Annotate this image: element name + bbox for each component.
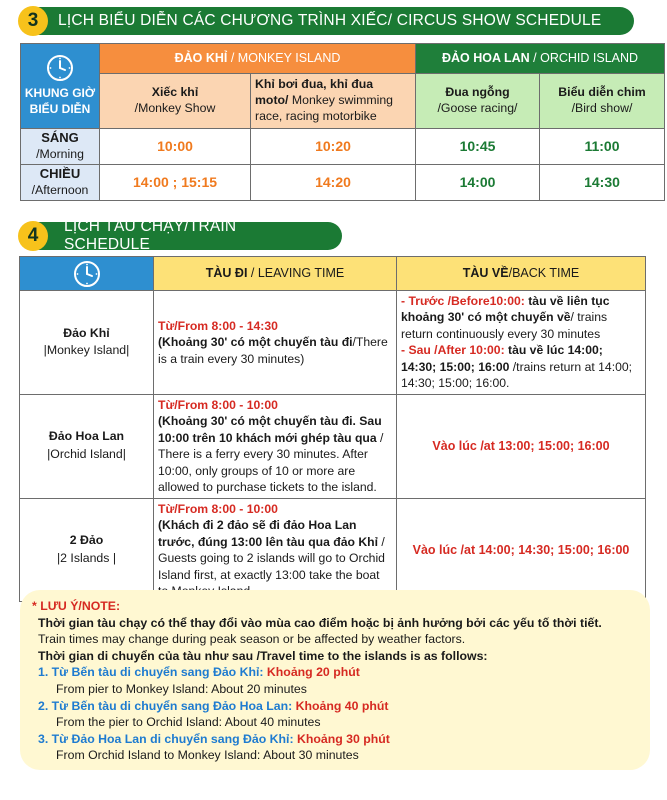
time-cell: 10:45 — [416, 129, 540, 165]
leaving-time-header: TÀU ĐI / LEAVING TIME — [154, 257, 397, 291]
leaving-monkey-island: Từ/From 8:00 - 14:30 (Khoảng 30' có một chuyến tàu đi/There is a train every 30 minutes) — [154, 291, 397, 395]
note-item: 1. Từ Bến tàu di chuyển sang Đảo Khỉ: Khoảng 20 phút — [38, 665, 360, 680]
clock-header — [20, 257, 154, 291]
note-title: * LƯU Ý/NOTE: — [32, 599, 121, 613]
section-title: LỊCH BIỂU DIỄN CÁC CHƯƠNG TRÌNH XIẾC/ CIRCUS SHOW SCHEDULE — [36, 7, 634, 35]
note-line: Thời gian tàu chạy có thể thay đổi vào mùa cao điểm hoặc bị ảnh hưởng bởi các yếu tố thời tiết. — [38, 615, 602, 630]
time-cell: 14:30 — [540, 165, 665, 201]
show-monkey-swimming: Khỉ bơi đua, khỉ đua moto/ Monkey swimming race, racing motorbike — [251, 74, 416, 129]
show-monkey-show: Xiếc khỉ /Monkey Show — [100, 74, 251, 129]
section-title: LỊCH TÀU CHẠY/TRAIN SCHEDULE — [36, 222, 342, 250]
time-cell: 10:20 — [251, 129, 416, 165]
show-bird-show: Biểu diễn chim /Bird show/ — [540, 74, 665, 129]
time-cell: 14:20 — [251, 165, 416, 201]
section-3-header — [18, 6, 634, 36]
row-morning-label: SÁNG /Morning — [21, 129, 100, 165]
time-cell: 14:00 ; 15:15 — [100, 165, 251, 201]
time-cell: 10:00 — [100, 129, 251, 165]
clock-icon — [73, 260, 101, 288]
row-orchid-island-label: Đảo Hoa Lan |Orchid Island| — [20, 394, 154, 498]
corner-label-line2: BIỂU DIỄN — [29, 102, 91, 116]
section-number: 3 — [18, 6, 48, 36]
note-item-en: From Orchid Island to Monkey Island: About 30 minutes — [56, 748, 359, 763]
note-line: Train times may change during peak season or be affected by weather factors. — [38, 632, 466, 647]
train-schedule-table — [19, 256, 646, 602]
note-box — [20, 590, 650, 770]
note-item-en: From the pier to Orchid Island: About 40 minutes — [56, 715, 321, 730]
section-4-header — [18, 218, 342, 253]
note-item-en: From pier to Monkey Island: About 20 minutes — [56, 681, 307, 696]
note-item: 2. Từ Bến tàu di chuyển sang Đảo Hoa Lan: Khoảng 40 phút — [38, 698, 389, 713]
time-cell: 11:00 — [540, 129, 665, 165]
leaving-orchid-island: Từ/From 8:00 - 10:00 (Khoảng 30' có một chuyến tàu đi. Sau 10:00 trên 10 khách mới ghép tàu qua / There is a ferry every 30 minutes. After 10:00, only groups of 10 or more are allowed to purchase tickets to the island. — [154, 394, 397, 498]
row-afternoon-label: CHIỀU /Afternoon — [21, 165, 100, 201]
row-monkey-island-label: Đảo Khỉ |Monkey Island| — [20, 291, 154, 395]
back-orchid-island: Vào lúc /at 13:00; 15:00; 16:00 — [397, 394, 646, 498]
orchid-island-header: ĐẢO HOA LAN / ORCHID ISLAND — [416, 44, 665, 74]
leaving-two-islands: Từ/From 8:00 - 10:00 (Khách đi 2 đảo sẽ đi đảo Hoa Lan trước, đúng 13:00 lên tàu qua đảo Khỉ / Guests going to 2 islands will go to Orchid Island first, at exactly 13:00 take the boat — [154, 498, 397, 602]
corner-label-line1: KHUNG GIỜ — [24, 86, 96, 101]
section-number: 4 — [18, 221, 48, 251]
back-time-header: TÀU VỀ/BACK TIME — [397, 257, 646, 291]
show-goose-racing: Đua ngỗng /Goose racing/ — [416, 74, 540, 129]
clock-icon — [46, 54, 74, 82]
monkey-island-header: ĐẢO KHỈ / MONKEY ISLAND — [100, 44, 416, 74]
back-monkey-island: - Trước /Before10:00: tàu về liên tục khoảng 30' có một chuyến về/ trains return continuously every 30 minutes - Sau /After 10:00: tàu về lúc 14:00; 14:30; 15:00; 16:00 /trains return at 14:00; 14:30; 15:00; 16:00. — [397, 291, 646, 395]
back-two-islands: Vào lúc /at 14:00; 14:30; 15:00; 16:00 — [397, 498, 646, 602]
time-cell: 14:00 — [416, 165, 540, 201]
note-line: Thời gian di chuyển của tàu như sau /Travel time to the islands is as follows: — [38, 648, 488, 663]
time-slot-header — [21, 44, 100, 129]
row-two-islands-label: 2 Đảo |2 Islands | — [20, 498, 154, 602]
circus-schedule-table — [20, 43, 665, 201]
note-item: 3. Từ Đảo Hoa Lan di chuyển sang Đảo Khỉ: Khoảng 30 phút — [38, 731, 390, 746]
